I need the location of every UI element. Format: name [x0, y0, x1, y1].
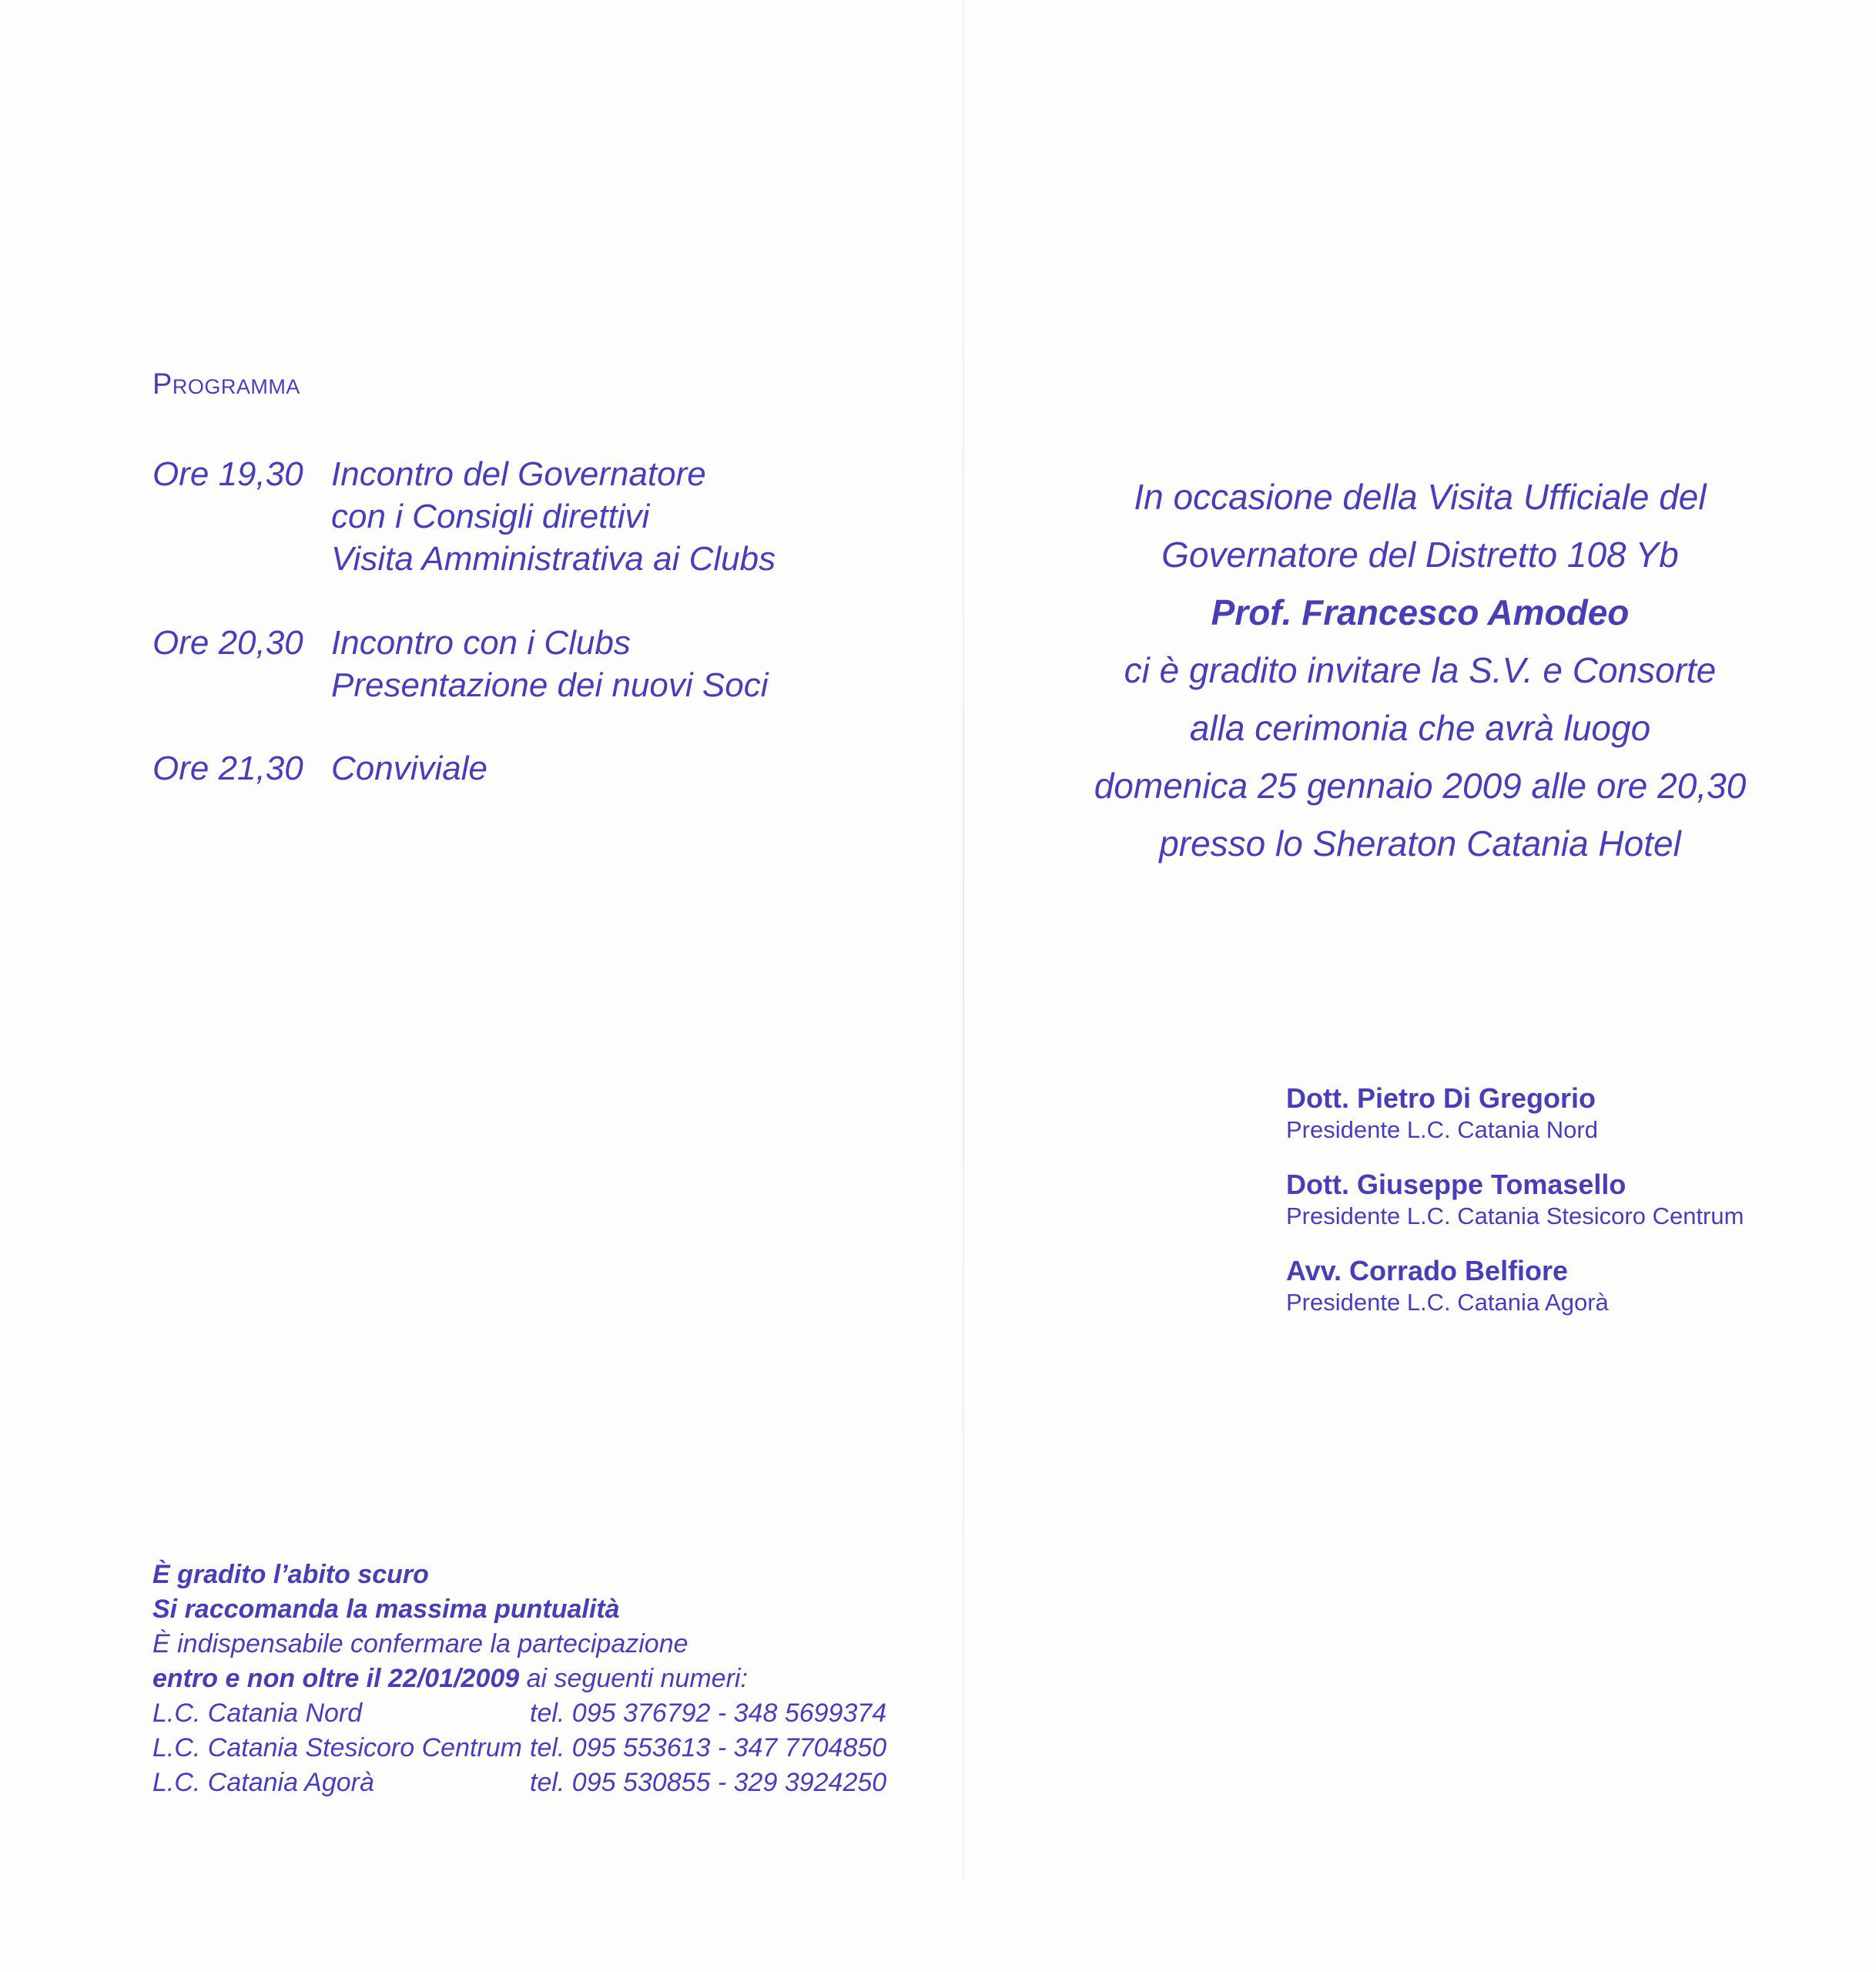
invitation-line: ci è gradito invitare la S.V. e Consorte	[1124, 650, 1717, 690]
notes	[152, 1558, 923, 1800]
dress-code-note: È gradito l’abito scuro	[152, 1560, 429, 1589]
signatories	[1286, 1082, 1744, 1341]
governor-name: Prof. Francesco Amodeo	[1211, 592, 1630, 632]
invitation-line: Governatore del Distretto 108 Yb	[1161, 535, 1679, 575]
programme-description	[331, 747, 487, 790]
signatory-name: Dott. Giuseppe Tomasello	[1286, 1169, 1626, 1200]
signatory	[1286, 1169, 1744, 1232]
invitation-line: alla cerimonia che avrà luogo	[1189, 708, 1651, 748]
contact-row	[152, 1766, 923, 1800]
invitation-text	[964, 468, 1876, 873]
programme-description	[331, 622, 768, 706]
programme-line: Incontro con i Clubs	[331, 624, 631, 662]
programme-time: Ore 21,30	[152, 750, 303, 787]
programme-line: Presentazione dei nuovi Soci	[331, 666, 769, 704]
programme-line: Incontro del Governatore	[331, 455, 706, 493]
signatory-role: Presidente L.C. Catania Agorà	[1286, 1289, 1609, 1316]
deadline-suffix: ai seguenti numeri:	[519, 1664, 748, 1693]
contact-phone: tel. 095 553613 - 347 7704850	[530, 1733, 887, 1762]
signatory	[1286, 1255, 1744, 1318]
right-panel	[964, 0, 1876, 1972]
programme-line: con i Consigli direttivi	[331, 498, 650, 535]
contact-row	[152, 1696, 923, 1731]
signatory-role: Presidente L.C. Catania Stesicoro Centrum	[1286, 1202, 1744, 1229]
confirm-note: È indispensabile confermare la partecipazione	[152, 1629, 688, 1658]
programme-line: Conviviale	[331, 750, 487, 787]
programme-line: Visita Amministrativa ai Clubs	[331, 540, 776, 578]
programme-description	[331, 453, 776, 580]
contact-club: L.C. Catania Agorà	[152, 1768, 374, 1797]
event-date: domenica 25 gennaio 2009 alle ore 20,30	[1094, 766, 1747, 806]
programme-time: Ore 20,30	[152, 624, 303, 662]
signatory-name: Dott. Pietro Di Gregorio	[1286, 1082, 1596, 1114]
contact-row	[152, 1731, 923, 1766]
contact-club: L.C. Catania Nord	[152, 1699, 363, 1728]
contact-club: L.C. Catania Stesicoro Centrum	[152, 1733, 522, 1762]
punctuality-note: Si raccomanda la massima puntualità	[152, 1595, 620, 1624]
programme-time: Ore 19,30	[152, 455, 303, 493]
signatory-role: Presidente L.C. Catania Nord	[1286, 1116, 1598, 1143]
invitation-line: In occasione della Visita Ufficiale del	[1134, 477, 1707, 517]
contact-phone: tel. 095 376792 - 348 5699374	[530, 1699, 887, 1728]
deadline-date: entro e non oltre il 22/01/2009	[152, 1664, 520, 1693]
event-venue: presso lo Sheraton Catania Hotel	[1159, 823, 1681, 864]
contact-phone: tel. 095 530855 - 329 3924250	[530, 1768, 887, 1797]
signatory-name: Avv. Corrado Belfiore	[1286, 1255, 1569, 1286]
programme-heading: Programma	[152, 368, 300, 401]
signatory	[1286, 1082, 1744, 1145]
deadline-note	[152, 1662, 923, 1696]
